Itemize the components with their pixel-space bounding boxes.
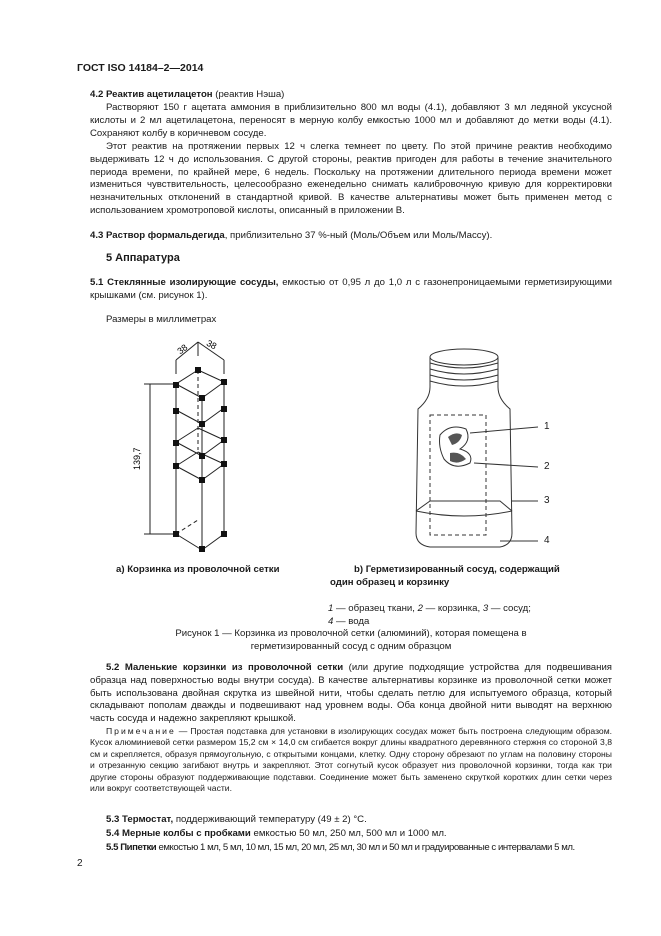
- callout-2: 2: [544, 461, 550, 472]
- callout-3: 3: [544, 495, 550, 506]
- callout-1: 1: [544, 421, 550, 432]
- figure-legend-line-1: 1 — образец ткани, 2 — корзинка, 3 — сосуд;: [328, 603, 531, 614]
- figure-caption-b-line-2: один образец и корзинку: [330, 577, 450, 588]
- document-header: ГОСТ ISO 14184–2—2014: [77, 62, 204, 74]
- section-4-3: 4.3 Раствор формальдегида, приблизительно 37 %-ный (Моль/Объем или Моль/Массу).: [90, 230, 493, 241]
- section-5-2-note: Примечание — Простая подставка для установки в изолирующих сосудах может быть построена следующим образом. Кусок алюминиевой сетки размером 15,2 см × 14,0 см сгибается вокруг длины квадратного деревянного стержня со стороной 3,8 см и скрепляется, образуя прямоугольную, с открытыми концами, клетку. Одну сторону обрезают по углам на половину стороны и отрезанную секцию загибают внутрь и закрепляют. Этот согнутый кусок образует низ проволочной корзинки, тогда как три другие стороны образуют поддерживающие подставки. Соединение может быть заменено скруткой коротких длин сетки через или вокруг соответствующей части.: [90, 726, 612, 794]
- figure-legend: [328, 602, 531, 628]
- callout-4: 4: [544, 535, 550, 546]
- section-4-2-paragraph-2: Этот реактив на протяжении первых 12 ч слегка темнеет по цвету. По этой причине реактив необходимо выдерживать 12 ч до использования. С другой стороны, реактив пригоден для работы в течение значительного периода времени, по крайней мере, 6 недель. Поскольку на протяжении длительного периода времени может измениться чувствительность, целесообразно еженедельно снимать калибровочную кривую для корректировки незначительных отклонений в стандартной кривой. В качестве альтернативы может быть применен метод с использованием хромотроповой кислоты, описанный в приложении В.: [90, 141, 612, 216]
- figure-caption-a: а) Корзинка из проволочной сетки: [116, 564, 280, 575]
- figure-caption-b-line-1: b) Герметизированный сосуд, содержащий: [354, 564, 560, 575]
- dimension-width-1: 38: [175, 342, 190, 357]
- section-5-1: 5.1 Стеклянные изолирующие сосуды, емкостью от 0,95 л до 1,0 л с газонепроницаемыми герметизирующими крышками (см. рисунок 1).: [90, 277, 612, 301]
- section-5-4: 5.4 Мерные колбы с пробками емкостью 50 мл, 250 мл, 500 мл и 1000 мл.: [106, 828, 447, 839]
- sealed-jar-drawing: [400, 345, 570, 555]
- section-4-2-title: 4.2 Реактив ацетилацетон (реактив Нэша): [90, 89, 285, 100]
- dimension-height: 139,7: [132, 447, 142, 470]
- dimension-width-2: 38: [204, 337, 219, 352]
- units-note: Размеры в миллиметрах: [106, 314, 217, 325]
- section-5-2: 5.2 Маленькие корзинки из проволочной сетки (или другие подходящие устройства для подвешивания образца над поверхностью воды внутри сосуда). В качестве альтернативы корзинке из проволочной сетки может быть использована двойная скрутка из швейной нити, чтобы сделать петлю для испытуемого образца, который складывают пополам дважды и подвешивают над уровнем воды. Оба конца двойной нити выводят на верхнюю часть сосуда и надежно закрепляют крышкой.: [90, 662, 612, 725]
- section-5-heading: 5 Аппаратура: [106, 252, 180, 264]
- section-4-2-paragraph-1: Растворяют 150 г ацетата аммония в приблизительно 800 мл воды (4.1), добавляют 3 мл ледяной уксусной кислоты и 2 мл ацетилацетона, переносят в мерную колбу емкостью 1000 мл и добавляют до метки воды (4.1). Сохраняют колбу в коричневом сосуде.: [90, 102, 612, 139]
- page-number: 2: [77, 858, 83, 869]
- figure-legend-line-2: 4 — вода: [328, 616, 370, 627]
- section-5-5: 5.5 Пипетки емкостью 1 мл, 5 мл, 10 мл, 15 мл, 20 мл, 25 мл, 30 мл и 50 мл и градуированные с интервалами 5 мл.: [106, 842, 575, 853]
- figure-title: Рисунок 1 — Корзинка из проволочной сетки (алюминий), которая помещена в герметизированный сосуд с одним образцом: [175, 628, 527, 652]
- section-5-3: 5.3 Термостат, поддерживающий температуру (49 ± 2) °C.: [106, 814, 367, 825]
- wire-basket-drawing: [120, 330, 280, 560]
